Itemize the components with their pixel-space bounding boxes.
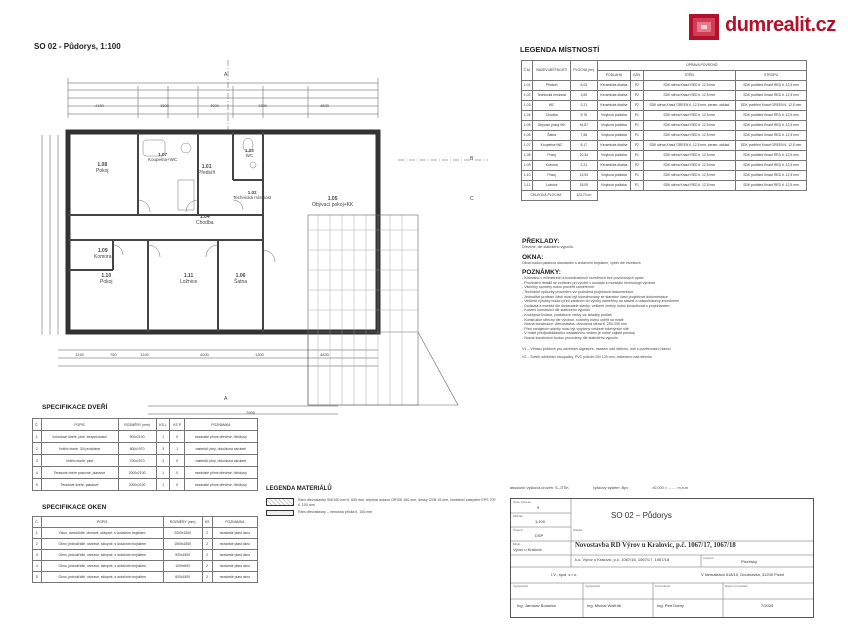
material-item	[266, 510, 498, 516]
col-header: STĚN	[643, 71, 736, 81]
room-label-1-06: 1.06 Šatna	[234, 273, 248, 285]
table-cell: SDK stěna Knauf RED tl. 12,5 mm	[643, 131, 736, 141]
stavba-label: Stavba	[573, 528, 583, 532]
table-cell: 1.07	[522, 141, 533, 151]
okna-text: Okna budou plastová standardní s izolačním trojsklem, výběr dle investora	[522, 260, 641, 265]
dim-top-2: 1500	[160, 103, 169, 108]
table-row	[33, 479, 258, 491]
table-cell: P1	[631, 151, 643, 161]
table-row	[33, 539, 258, 550]
table-cell: 600x1500	[163, 572, 202, 583]
room-label-1-09: 1.09 Komora	[94, 248, 112, 260]
table-row	[33, 517, 258, 528]
dim-bottom-3: 1240	[140, 352, 149, 357]
height-system-line	[510, 486, 812, 490]
office: I.V., spol. s r.o.	[551, 572, 578, 577]
col-header: PLOCHA (m²)	[570, 61, 597, 81]
table-cell: 1500x1500	[163, 539, 202, 550]
table-row	[33, 572, 258, 583]
table-cell: 3,69	[570, 91, 597, 101]
table-cell: 4	[33, 467, 42, 479]
table-row	[522, 131, 807, 141]
investor: Plzeňský	[741, 559, 758, 564]
table-row	[522, 111, 807, 121]
table-cell: 1	[156, 467, 170, 479]
table-cell: 1.11	[522, 181, 533, 191]
pozn-line: - Kotvení konstrukcí dle statického výpočtu	[522, 308, 591, 313]
pozn-line: - Konstrukce střechy dle výrobce, rozměry nutno ověřit na místě	[522, 317, 624, 322]
table-cell: 2000x2100	[118, 479, 156, 491]
table-row	[522, 181, 807, 191]
table-cell: Technická místnost	[533, 91, 571, 101]
title-block	[510, 498, 814, 618]
table-cell: SDK podhled Knauf RED tl. 12,5 mm	[736, 171, 807, 181]
table-cell: 800x1970	[118, 443, 156, 455]
dim-bottom-6: 4830	[320, 352, 329, 357]
table-cell: Vinylová podlaha	[597, 151, 630, 161]
table-cell: 1	[33, 431, 42, 443]
note-v1: V1 – Větrací průduch pro odvětrání digestoře, osazení nad střechu, ústí s povětrnostní hlavicí	[522, 346, 671, 351]
pozn-line: - Provedení detailů se zohlední při výrobě v souladu s montážní technologií výrobce	[522, 280, 656, 285]
dim-top-4: 1300	[258, 103, 267, 108]
prekl-title: PŘEKLADY:	[522, 238, 560, 245]
table-cell: WC	[533, 101, 571, 111]
total-value: 123,73 m²	[570, 191, 597, 201]
pozn-line: - Kročejová izolace, podlahové vrstvy viz skladby podlah	[522, 312, 612, 317]
room-label-1-05: 1.05 Obývací pokoj+KK	[312, 196, 354, 208]
table-cell: Vnitřní dveře, plné	[41, 455, 118, 467]
table-cell: materiál: plný, obložková zárubeň	[184, 455, 257, 467]
pozn-line: - Všechny rozměry nutno prověřit zaměřením	[522, 285, 594, 290]
col-header: KS P	[170, 419, 184, 431]
table-cell: nezávislé plast okno	[212, 539, 257, 550]
table-cell: Šatna	[533, 131, 571, 141]
table-cell: 1.05	[522, 121, 533, 131]
table-cell: 1000x500	[163, 561, 202, 572]
table-cell: P2	[631, 161, 643, 171]
table-row	[522, 81, 807, 91]
table-cell: SDK podhled Knauf RED tl. 12,5 mm	[736, 121, 807, 131]
checked-by: Ing. Petr Dobrý	[657, 603, 684, 608]
col-header: POPIS	[41, 517, 163, 528]
table-row	[33, 550, 258, 561]
table-cell: Okno, jednokřídlé, otvíravé, sklopné, s izolačním trojsklem	[41, 572, 163, 583]
table-cell: 1	[33, 528, 42, 539]
table-cell: 2,21	[570, 161, 597, 171]
section-mark-a-bottom: A	[224, 396, 228, 402]
table-cell: Okno, dvoukřídlé, otvíravé, sklopné, s izolačním trojsklem	[41, 528, 163, 539]
table-cell: Obývací pokoj+KK	[533, 121, 571, 131]
table-cell: Vinylová podlaha	[597, 111, 630, 121]
date: 7/2025	[761, 603, 774, 608]
col-header: PODLAHA	[597, 71, 630, 81]
table-cell: SDK podhled Knauf RED tl. 12,5 mm	[736, 161, 807, 171]
table-cell: SDK podhled Knauf GREEN tl. 12,5 mm	[736, 141, 807, 151]
parcel: k.ú. Výrov u Kralovic, p.č. 1067/16, 1067/17, 1067/18	[575, 557, 670, 562]
table-cell: nezávislé plast okno	[212, 561, 257, 572]
table-cell: SDK stěna Knauf GREEN tl. 12,5 mm, keram. obklad	[643, 141, 736, 151]
table-cell: Keramická dlažba	[597, 161, 630, 171]
table-cell: 2000x2100	[118, 467, 156, 479]
table-cell: Okno, jednokřídlé, otvíravé, sklopné, s izolačním trojsklem	[41, 550, 163, 561]
table-cell: 5	[33, 479, 42, 491]
pozn-line: - Veškeré výrobky budou před zadáním do výroby zaměřeny na stavbě a odsouhlaseny investorem	[522, 299, 680, 304]
note-v2: V2 – Svislé odvětrání stoupačky, PVC potrubí DN 125 mm, odvedeno nad střechu	[522, 355, 653, 360]
table-row	[522, 151, 807, 161]
table-cell: P1	[631, 131, 643, 141]
table-cell: 2,21	[570, 101, 597, 111]
dim-top-1: 4150	[95, 103, 104, 108]
col-header: NÁZEV MÍSTNOSTI	[533, 61, 571, 81]
pozn-line: - Nosné konstrukce budou provedeny dle statického výpočtu	[522, 335, 619, 340]
table-cell: SDK stěna Knauf GREEN tl. 12,5 mm, keram. obklad	[643, 101, 736, 111]
table-cell: 1.04	[522, 111, 533, 121]
table-cell: 0	[170, 479, 184, 491]
room-label-1-07: 1.07 Koupelna+WC	[148, 152, 178, 162]
heights-value: výškový systém: Bpv	[592, 486, 629, 490]
col-header: Č.	[33, 419, 42, 431]
table-cell: 0	[170, 455, 184, 467]
table-cell: 700x1970	[118, 455, 156, 467]
room-label-1-08: 1.08 Pokoj	[96, 162, 109, 174]
table-row	[522, 101, 807, 111]
floor-plan	[18, 50, 498, 480]
table-cell: Keramická dlažba	[597, 81, 630, 91]
table-cell: Vchodové dveře, plné, bezpečnostní	[41, 431, 118, 443]
author1: Ing. Jaroslav Bodurka	[517, 603, 556, 608]
table-cell: Okno, jednokřídlé, otvíravé, sklopné, s izolačním trojsklem	[41, 539, 163, 550]
col-header: POZNÁMKA	[184, 419, 257, 431]
table-cell: SDK stěna Knauf RED tl. 12,5 mm	[643, 91, 736, 101]
notes-block	[522, 238, 812, 360]
table-cell: 2	[202, 561, 212, 572]
col-header: ROZMĚRY (mm)	[163, 517, 202, 528]
drawing-title: SO 02 – Půdorys	[611, 511, 672, 520]
doors-table	[32, 418, 258, 491]
drawing-no-label: Číslo výkresu	[513, 500, 532, 504]
table-cell: 3	[156, 455, 170, 467]
dim-bottom-2: 750	[110, 352, 117, 357]
table-cell: 3	[156, 443, 170, 455]
table-row	[33, 443, 258, 455]
stage: DSP	[535, 533, 544, 538]
table-cell: SDK stěna Knauf RED tl. 12,5 mm	[643, 121, 736, 131]
room-legend-table	[521, 60, 807, 201]
author2-label: Vypracoval	[585, 584, 600, 588]
table-cell: 1	[170, 443, 184, 455]
table-cell: Vinylová podlaha	[597, 131, 630, 141]
table-cell: 10,34	[570, 151, 597, 161]
logo-text: dumrealit.cz	[725, 13, 836, 36]
hatch-swatch-icon	[266, 498, 294, 506]
zero-level: ±0,000 = ........ m.n.m	[652, 486, 689, 490]
table-cell: Keramická dlažba	[597, 91, 630, 101]
table-cell: 9,76	[570, 111, 597, 121]
table-row	[33, 561, 258, 572]
table-cell: SDK podhled Knauf GREEN tl. 12,5 mm	[736, 101, 807, 111]
table-cell: Vinylová podlaha	[597, 181, 630, 191]
table-cell: Pokoj	[533, 151, 571, 161]
table-cell: nezávislé plast okno	[212, 528, 257, 539]
material-text: Rám dřevostavby SM/160 mm tl. 605 mm, tepelná izolace ORSIK 160 mm, desky OSB 15 mm, kontaktní zateplení EPS 70F tl. 100 mm	[298, 498, 496, 507]
table-cell: P1	[631, 171, 643, 181]
table-cell: 2	[202, 550, 212, 561]
col-header: Č.	[33, 517, 42, 528]
table-cell: P2	[631, 81, 643, 91]
office-address: V Nemalkách 518/10, Doubravka, 31200 Plzeň	[701, 572, 785, 577]
table-cell: 4	[33, 561, 42, 572]
section-mark-b: B	[470, 156, 474, 162]
table-cell: 2	[202, 539, 212, 550]
table-cell: SDK stěna Knauf RED tl. 12,5 mm	[643, 111, 736, 121]
material-text: Rám dřevostavby – nenosná příčka tl. 150 mm	[298, 510, 373, 515]
pozn-line: - Technické způsoby provedení viz podrobná projektová dokumentace	[522, 289, 634, 294]
table-cell: Pokoj	[533, 171, 571, 181]
table-cell: SDK stěna Knauf RED tl. 12,5 mm	[643, 161, 736, 171]
dim-top-5: 4830	[320, 103, 329, 108]
table-cell: 1.02	[522, 91, 533, 101]
table-cell: 2000x1500	[163, 528, 202, 539]
table-cell: nezávislé přímé dřevěné, hliníkový	[184, 467, 257, 479]
table-cell: 0	[170, 431, 184, 443]
stage-label: Stupeň	[513, 528, 523, 532]
dim-bottom-4: 4000	[200, 352, 209, 357]
table-row	[522, 91, 807, 101]
table-cell: SDK podhled Knauf RED tl. 12,5 mm	[736, 111, 807, 121]
table-cell: 1	[156, 431, 170, 443]
project-title: Novostavba RD Výrov u Kralovic, p.č. 1067/17, 1067/18	[575, 542, 736, 549]
windows-table	[32, 516, 258, 583]
plan-title: SO 02 - Půdorys, 1:100	[34, 42, 121, 51]
pozn-line: - V místě předpokládaného instalačního vedení je nutné zajistit prostup	[522, 331, 635, 336]
room-label-1-10: 1.10 Pokoj	[100, 273, 113, 285]
table-cell: SDK podhled Knauf RED tl. 12,5 mm	[736, 131, 807, 141]
table-cell: nezávislé plast okno	[212, 572, 257, 583]
table-cell: 1.09	[522, 161, 533, 171]
table-cell: 1.06	[522, 131, 533, 141]
table-cell: 8,17	[570, 141, 597, 151]
table-cell: 900x1500	[163, 550, 202, 561]
table-cell: Vnitřní dveře, 3/4 prosklené	[41, 443, 118, 455]
dim-bottom-1: 1240	[75, 352, 84, 357]
table-row	[522, 141, 807, 151]
col-header: POPIS	[41, 419, 118, 431]
table-cell: 2	[33, 443, 42, 455]
table-cell: 1.03	[522, 101, 533, 111]
dim-bottom-total: 7955	[246, 410, 255, 415]
total-label: CELKOVÁ PLOCHA	[522, 191, 571, 201]
table-cell: 7,55	[570, 131, 597, 141]
table-cell: 1.10	[522, 171, 533, 181]
table-cell: SDK podhled Knauf RED tl. 12,5 mm	[736, 91, 807, 101]
table-cell: materiál: plný, obložková zárubeň	[184, 443, 257, 455]
table-cell: Ložnice	[533, 181, 571, 191]
table-cell: Keramická dlažba	[597, 141, 630, 151]
table-cell: Keramická dlažba	[597, 101, 630, 111]
table-cell: Terasové dveře posuvné, plastové	[41, 467, 118, 479]
table-cell: 0	[170, 467, 184, 479]
table-cell: P2	[631, 91, 643, 101]
author2: Ing. Michal Wolfröb	[587, 603, 622, 608]
table-cell: 2	[33, 539, 42, 550]
windows-title: SPECIFIKACE OKEN	[42, 504, 107, 511]
room-label-1-04: 1.04 Chodba	[196, 214, 214, 226]
room-label-1-03: 1.03 WC	[245, 148, 254, 158]
table-cell: SDK stěna Knauf RED tl. 12,5 mm	[643, 151, 736, 161]
section-mark-c: C	[470, 196, 474, 202]
table-cell: SDK podhled Knauf RED tl. 12,5 mm	[736, 181, 807, 191]
table-row	[33, 419, 258, 431]
table-cell: nezávislé přímé dřevěné, hliníkový	[184, 431, 257, 443]
table-cell: nezávislé přímé dřevěné, hliníkový	[184, 479, 257, 491]
material-item	[266, 498, 498, 507]
drawing-no: 9	[537, 505, 540, 510]
room-label-1-02: 1.02 Technická místnost	[233, 190, 272, 200]
table-cell: nezávislé plast okno	[212, 550, 257, 561]
table-cell: SDK stěna Knauf RED tl. 12,5 mm	[643, 81, 736, 91]
table-cell: Komora	[533, 161, 571, 171]
table-cell: P1	[631, 111, 643, 121]
room-label-1-11: 1.11 Ložnice	[180, 273, 198, 285]
table-cell: 5	[33, 572, 42, 583]
investor-label: Investor	[703, 556, 714, 560]
dim-bottom-5: 1300	[255, 352, 264, 357]
table-cell: Vinylová podlaha	[597, 121, 630, 131]
table-row	[522, 171, 807, 181]
table-row	[33, 467, 258, 479]
table-cell: 3	[33, 550, 42, 561]
table-cell: SDK podhled Knauf RED tl. 12,5 mm	[736, 81, 807, 91]
table-cell: Koupelna+WC	[533, 141, 571, 151]
table-cell: SDK stěna Knauf RED tl. 12,5 mm	[643, 171, 736, 181]
room-label-1-01: 1.01 Předsíň	[198, 164, 216, 176]
prekl-text: Dřevěné, dle statického výpočtu.	[522, 245, 574, 249]
col-header: KS L	[156, 419, 170, 431]
room-legend-title: LEGENDA MÍSTNOSTÍ	[520, 45, 600, 54]
pozn-title: POZNÁMKY:	[522, 269, 561, 277]
col-group-header: ÚPRAVA POVRCHŮ	[597, 61, 806, 71]
checked-label: Kontroloval	[655, 584, 671, 588]
table-cell: Chodba	[533, 111, 571, 121]
okna-title: OKNA:	[522, 253, 544, 261]
table-row	[33, 528, 258, 539]
pozn-line: - Jednotlivé profesní části musí být koordinovány se stavební částí projektové dokumentace	[522, 294, 668, 299]
table-cell: SDK podhled Knauf RED tl. 12,5 mm	[736, 151, 807, 161]
section-mark-a-top: A	[224, 72, 228, 78]
table-row-total	[522, 191, 807, 201]
table-cell: 1.01	[522, 81, 533, 91]
table-cell: 44,87	[570, 121, 597, 131]
table-cell: P1	[631, 121, 643, 131]
table-cell: 13,94	[570, 171, 597, 181]
dumrealit-logo[interactable]	[687, 8, 836, 42]
table-cell: SDK stěna Knauf RED tl. 12,5 mm	[643, 181, 736, 191]
doors-title: SPECIFIKACE DVEŘÍ	[42, 404, 108, 411]
table-row	[522, 161, 807, 171]
pozn-line: - Před zahájením stavby musí být vytyčeny veškeré inženýrské sítě	[522, 326, 629, 331]
table-cell: 3	[33, 455, 42, 467]
col-header: STROPU	[736, 71, 807, 81]
partition-swatch-icon	[266, 510, 294, 516]
table-cell: Okno, jednokřídlé, otvíravé, sklopné, s izolačním trojsklem	[41, 561, 163, 572]
author-label: Vypracoval	[513, 584, 528, 588]
materials-title: LEGENDA MATERIÁLŮ	[266, 486, 332, 492]
date-label: Datum provedení	[725, 584, 749, 588]
pozn-line: - Kótováno v milimetrech a koordinačních rozměrech bez povrchových úprav	[522, 276, 644, 281]
scale: 1:100	[535, 519, 546, 524]
house-logo-icon	[687, 8, 721, 42]
col-header: OZN.	[631, 71, 643, 81]
scale-label: Měřítko	[513, 514, 524, 518]
table-row	[33, 455, 258, 467]
place: Výrov u Kralovic	[513, 547, 542, 552]
col-header: POZNÁMKA	[212, 517, 257, 528]
table-cell: 1.08	[522, 151, 533, 161]
dim-top-3: 4000	[210, 103, 219, 108]
pozn-list	[522, 276, 812, 340]
pozn-line: - Dodávka a montáž dle dodavatele stavby, veškeré změny nutno konzultovat s projektantem	[522, 303, 670, 308]
table-cell: 6,03	[570, 81, 597, 91]
table-cell: Předsíň	[533, 81, 571, 91]
table-cell: P2	[631, 141, 643, 151]
table-cell: Terasové dveře, plastové	[41, 479, 118, 491]
table-cell: P2	[631, 101, 643, 111]
pozn-line: - Nosná konstrukce: dřevostavba, obvodová stěna tl. 250-300 mm	[522, 322, 627, 327]
col-header: KS	[202, 517, 212, 528]
table-row	[33, 431, 258, 443]
table-cell: 900x2100	[118, 431, 156, 443]
place-label: Místo	[513, 542, 521, 546]
table-cell: 15,05	[570, 181, 597, 191]
table-cell: Vinylová podlaha	[597, 171, 630, 181]
table-row	[522, 121, 807, 131]
table-cell: 1	[156, 479, 170, 491]
table-cell: P1	[631, 181, 643, 191]
table-cell: 2	[202, 528, 212, 539]
materials-list	[266, 498, 498, 516]
col-header: Č.M.	[522, 61, 533, 81]
table-cell: 2	[202, 572, 212, 583]
heights-label: absolutní výšková úroveň: S–JTSK	[510, 486, 569, 490]
col-header: ROZMĚRY (mm)	[118, 419, 156, 431]
table-row	[522, 61, 807, 71]
